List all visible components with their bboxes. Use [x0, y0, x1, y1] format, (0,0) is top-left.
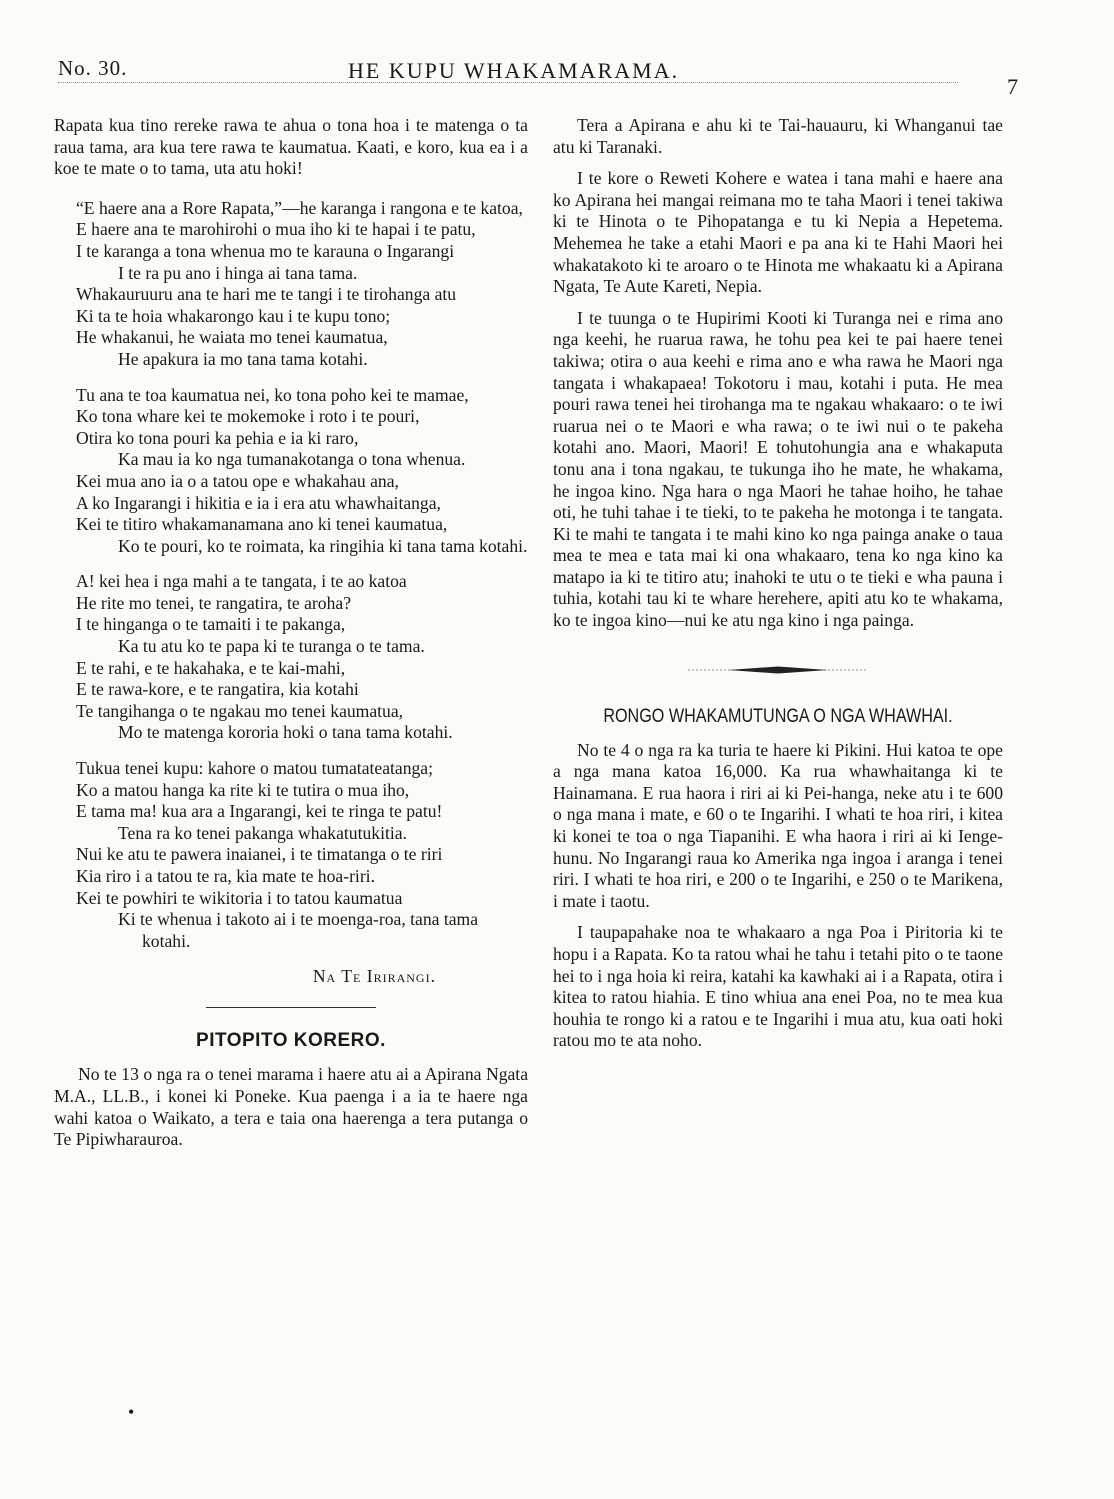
poem-line: E haere ana te marohirohi o mua iho ki te hapai i te patu,: [76, 219, 476, 240]
poem-line: Ki ta te hoia whakarongo kau i te kupu tono;: [76, 305, 391, 326]
poem-line: A! kei hea i nga mahi a te tangata, i te ao katoa: [76, 571, 407, 592]
poem-line: Ko tona whare kei te mokemoke i roto i te pouri,: [76, 406, 420, 427]
poem-line: A ko Ingarangi i hikitia e ia i era atu whawhaitanga,: [76, 492, 441, 513]
ornament-divider: [688, 664, 868, 676]
poem-line: He apakura ia mo tana tama kotahi.: [118, 348, 368, 369]
poem-line: Te tangihanga o te ngakau mo tenei kaumatua,: [76, 700, 404, 721]
poem-line: He rite mo tenei, te rangatira, te aroha?: [76, 592, 352, 613]
left-column: [54, 115, 528, 1151]
poem-line: Mo te matenga kororia hoki o tana tama kotahi.: [118, 722, 453, 743]
poem-line: Ka mau ia ko nga tumanakotanga o tona whenua.: [118, 449, 466, 470]
issue-number: No. 30.: [58, 56, 128, 80]
poem-line: Kia riro i a tatou te ra, kia mate te hoa-riri.: [76, 866, 375, 886]
right-paragraph-1: Tera a Apirana e ahu ki te Tai-hauauru, ki Whanganui tae atu ki Taranaki.: [553, 115, 1003, 157]
poem: [54, 198, 528, 953]
news-paragraph: No te 13 o nga ra o tenei marama i haere atu ai a Apirana Ngata M.A., LL.B., i konei ki Poneke. Kua paenga i a ia te haere nga wahi katoa o Waikato, a tera e taia ona haerenga a tera putanga o Te Pipiwharauroa.: [54, 1064, 528, 1150]
poem-line: “E haere ana a Rore Rapata,”—he karanga i rangona e te katoa,: [76, 197, 523, 218]
poem-stanza: [54, 198, 528, 371]
ornament-divider-graphic: [688, 664, 868, 676]
bullet-mark: •: [128, 1402, 135, 1422]
poem-line: Tukua tenei kupu: kahore o matou tumatateatanga;: [76, 758, 433, 779]
poem-line: He whakanui, he waiata mo tenei kaumatua,: [76, 327, 388, 348]
poem-line: I te karanga a tona whenua mo te karauna o Ingarangi: [76, 240, 455, 261]
war-news-paragraph-2: I taupapahake noa te whakaaro a nga Poa i Piritoria ki te hopu i a Rapata. Ko ta ratou whai he tahu i tetahi pito o te taone hei to i nga hoia ki reira, katahi ka kawhaki ai i a Rapata, otira i kitea to ratou hiahia. E tino whiua ana enei Poa, no te mea kua houhia te rongo ki a ratou e te Ingarihi i mua atu, kua oati hoki ratou mo te ata noho.: [553, 922, 1003, 1051]
poem-line: Ka tu atu ko te papa ki te turanga o te tama.: [118, 636, 425, 657]
war-news-paragraph-1: No te 4 o nga ra ka turia te haere ki Pikini. Hui katoa te ope a nga mana katoa 16,000. Ka rua whawhaitanga ki te Hainamana. E rua haora i riri ai ki Pei-hanga, neke atu i te 600 o nga mana i mate, e 60 o te Ingarihi. I whati te hoa riri, i kitea ki konei te toa o nga Tiapanihi. E wha haora i riri ai ki Ienge-hunu. No Ingarangi raua ko Amerika nga ingoa i aranga i tenei riri. I whati te hoa riri, e 200 o te Ingarihi, e 250 o te Marikena, i mate i taotu.: [553, 739, 1003, 911]
section-title-rongo: RONGO WHAKAMUTUNGA O NGA WHAWHAI.: [603, 705, 953, 727]
section-divider: [206, 1007, 376, 1008]
poem-line: Ko a matou hanga ka rite ki te tutira o mua iho,: [76, 779, 410, 800]
header-rule: [58, 82, 958, 83]
intro-paragraph: Rapata kua tino rereke rawa te ahua o tona hoa i te matenga o ta raua tama, ara kua tere rawa te kaumatua. Kaati, e koro, kua ea i a koe te mate o to tama, uta atu hoki!: [54, 115, 528, 179]
right-paragraph-3: I te tuunga o te Hupirimi Kooti ki Turanga nei e rima ano nga keehi, he ruarua rawa, he tohu pea kei te pai haere tenei takiwa; otira o aua keehi e rima ano e wha rawa he Maori nga tangata i whakapaea! Tokotoru i mau, kotahi i puta. He mea pouri rawa tenei hei tirohanga ma te ngakau whakaaro: o te iwi ruarua nei o te Maori e wha rawa; o te iwi nui o te pakeha kotahi ano. Maori, Maori! E tohutohungia ana e whakaputa tonu ana i tona ngakau, te tukunga iho he mate, he whakama, he ingoa kino. Nga hara o nga Maori he tahae hoiho, he tahae oti, he tuhi tahae i te tieki, to te pakeha he motonga i te tangata. Ki te mahi te tangata i te mahi kino ko nga painga anake o taua mea te mea e tata mai ki ona whakaaro, tena ko nga kino ka matapo ia ki te titiro atu; inahoki te utu o te tieki e wha pauna i tuhia, kotahi tau ki te whare herehere, apiti atu ko te whakama, ko te ingoa kino—nui ke atu nga kino i nga painga.: [553, 307, 1003, 631]
poem-line: Ko te pouri, ko te roimata, ka ringihia ki tana tama kotahi.: [118, 535, 528, 556]
poem-line: Nui ke atu te pawera inaianei, i te timatanga o te riri: [76, 844, 443, 865]
page-number: 7: [1007, 74, 1018, 99]
poem-line: Tu ana te toa kaumatua nei, ko tona poho kei te mamae,: [76, 384, 469, 405]
poem-stanza: [54, 758, 528, 952]
right-column: [553, 115, 1003, 1052]
poem-line: Kei te powhiri te wikitoria i to tatou kaumatua: [76, 887, 403, 908]
right-paragraph-2: I te kore o Reweti Kohere e watea i tana mahi e haere ana ko Apirana hei mangai reimana mo te taha Maori i tenei takiwa ki te Hinota o te Pihopatanga e tu ki Nepia a Hepetema. Mehemea he take a etahi Maori e pa ana ki te Hahi Maori hei whakatakoto ki te aroaro o te Hinota me whakaatu ki a Apirana Ngata, Te Aute Kareti, Nepia.: [553, 168, 1003, 297]
poem-signature: Na Te Irirangi.: [312, 966, 436, 987]
poem-stanza: [54, 385, 528, 558]
poem-line: I te ra pu ano i hinga ai tana tama.: [118, 262, 358, 283]
poem-line: Ki te whenua i takoto ai i te moenga-roa, tana tama kotahi.: [118, 909, 479, 951]
section-title-pitopito: PITOPITO KORERO.: [196, 1030, 386, 1052]
poem-line: E te rahi, e te hakahaka, e te kai-mahi,: [76, 657, 346, 678]
poem-line: Tena ra ko tenei pakanga whakatutukitia.: [118, 822, 407, 843]
poem-line: I te hinganga o te tamaiti i te pakanga,: [76, 614, 346, 635]
poem-line: E te rawa-kore, e te rangatira, kia kotahi: [76, 679, 359, 700]
poem-line: Kei te titiro whakamanamana ano ki tenei kaumatua,: [76, 514, 448, 535]
poem-line: Whakauruuru ana te hari me te tangi i te tirohanga atu: [76, 284, 457, 305]
publication-title: HE KUPU WHAKAMARAMA.: [348, 58, 680, 83]
poem-line: Otira ko tona pouri ka pehia e ia ki raro,: [76, 427, 359, 448]
poem-line: Kei mua ano ia o a tatou ope e whakahau ana,: [76, 470, 399, 491]
page-header: [58, 52, 1018, 99]
poem-stanza: [54, 571, 528, 744]
poem-line: E tama ma! kua ara a Ingarangi, kei te ringa te patu!: [76, 801, 443, 822]
